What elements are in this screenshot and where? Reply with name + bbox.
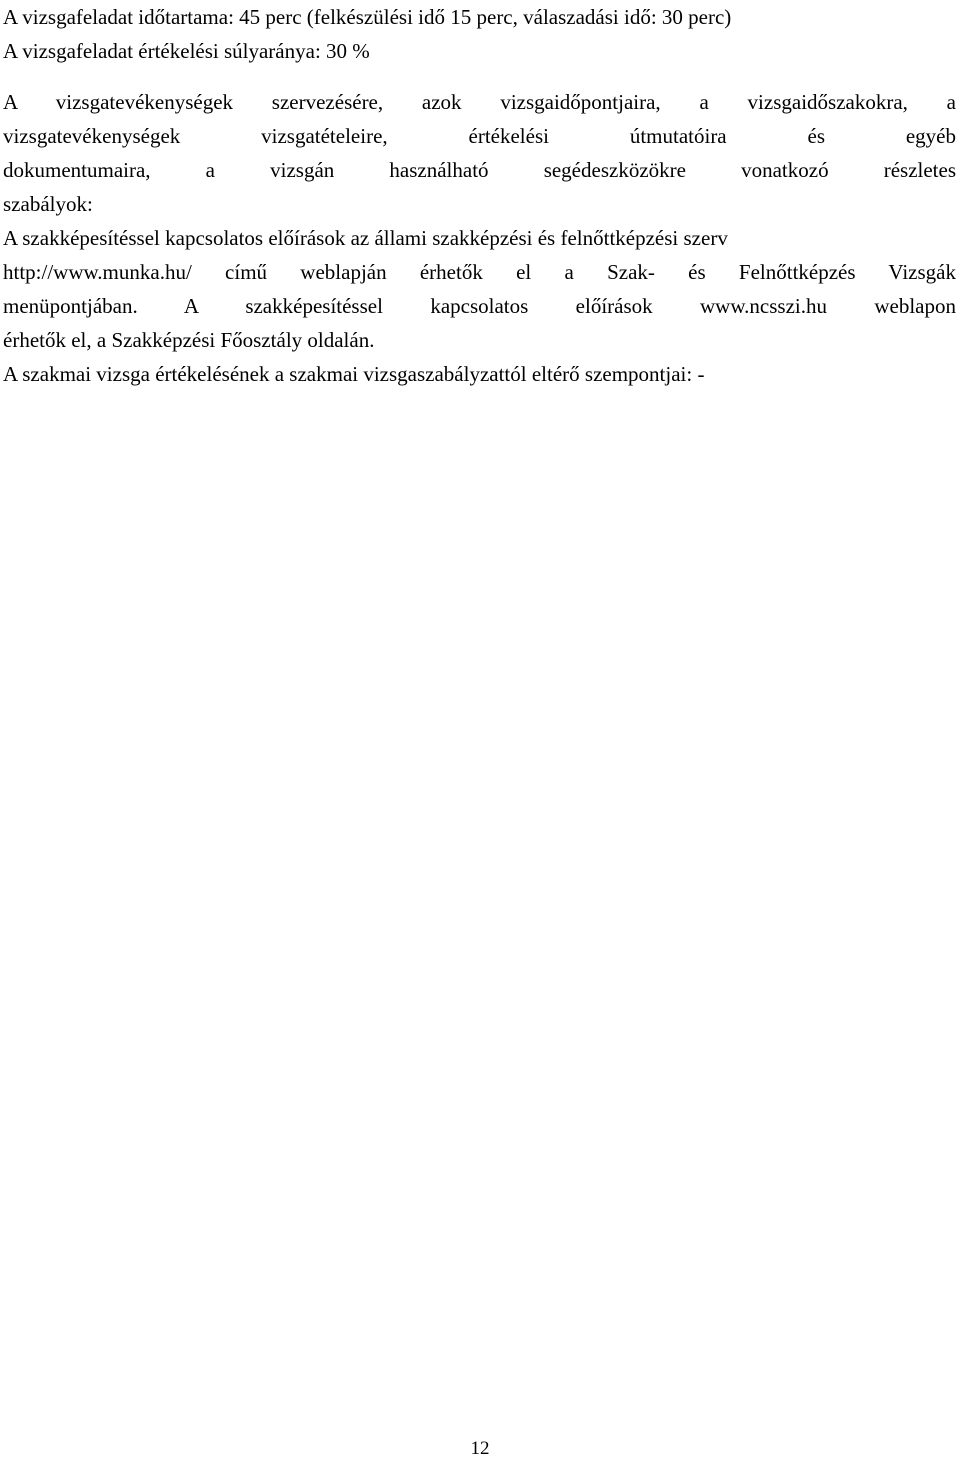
rules-paragraph-line-1: A vizsgatevékenységek szervezésére, azok vizsgaidőpontjaira, a vizsgaidőszakokra, a — [3, 90, 956, 114]
paragraph-gap — [3, 68, 956, 85]
exam-weight-line: A vizsgafeladat értékelési súlyaránya: 30 % — [3, 39, 370, 63]
exam-duration-line: A vizsgafeladat időtartama: 45 perc (felkészülési idő 15 perc, válaszadási idő: 30 perc) — [3, 5, 732, 29]
rules-paragraph-line-5: A szakképesítéssel kapcsolatos előírások az állami szakképzési és felnőttképzési szerv — [3, 226, 728, 250]
rules-paragraph-line-4: szabályok: — [3, 192, 93, 216]
rules-paragraph-line-8: érhetők el, a Szakképzési Főosztály oldalán. — [3, 328, 375, 352]
page-number: 12 — [470, 1438, 490, 1459]
rules-paragraph-line-2: vizsgatevékenységek vizsgatételeire, értékelési útmutatóira és egyéb — [3, 124, 956, 148]
document-body — [3, 0, 956, 391]
rules-paragraph-line-6: http://www.munka.hu/ című weblapján érhetők el a Szak- és Felnőttképzés Vizsgák — [3, 260, 956, 284]
evaluation-criteria-line: A szakmai vizsga értékelésének a szakmai vizsgaszabályzattól eltérő szempontjai: - — [3, 362, 705, 386]
rules-paragraph-line-7: menüpontjában. A szakképesítéssel kapcsolatos előírások www.ncsszi.hu weblapon — [3, 294, 956, 318]
rules-paragraph-line-3: dokumentumaira, a vizsgán használható segédeszközökre vonatkozó részletes — [3, 158, 956, 182]
